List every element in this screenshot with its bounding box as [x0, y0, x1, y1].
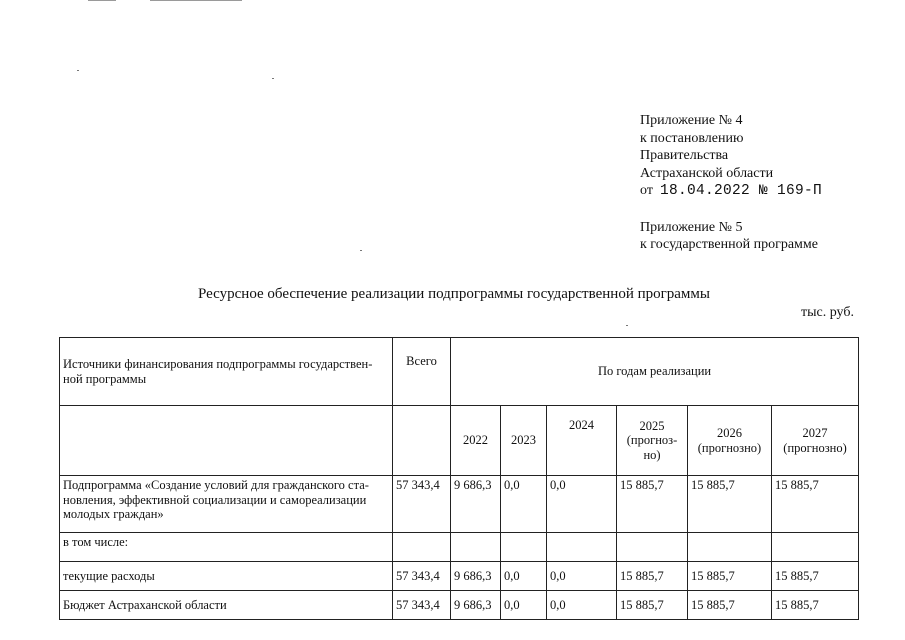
year-cell: 2027 (прогнозно) [772, 406, 859, 476]
appendix-block [640, 112, 822, 254]
row-value [501, 533, 547, 562]
appendix-date-prefix: от [640, 183, 653, 198]
row-total: 57 343,4 [393, 562, 451, 591]
row-source: Подпрограмма «Создание условий для гражданского ста-новления, эффективной социализации и самореализации молодых граждан» [60, 476, 393, 533]
year-cell: 2024 [547, 406, 617, 476]
appendix-line: Правительства [640, 148, 729, 163]
row-value: 15 885,7 [688, 562, 772, 591]
year-cell: 2025 (прогноз-но) [617, 406, 688, 476]
row-value: 15 885,7 [617, 476, 688, 533]
appendix-date-number: 18.04.2022 № 169-П [659, 183, 822, 199]
table-row [60, 591, 859, 620]
row-value: 15 885,7 [772, 562, 859, 591]
row-source: текущие расходы [60, 562, 393, 591]
table-row [60, 533, 859, 562]
row-value: 15 885,7 [688, 476, 772, 533]
row-value: 0,0 [547, 591, 617, 620]
row-value: 0,0 [501, 562, 547, 591]
row-value: 15 885,7 [772, 476, 859, 533]
year-cell: 2022 [451, 406, 501, 476]
scan-speck [360, 250, 362, 251]
row-value: 9 686,3 [451, 591, 501, 620]
row-total [393, 533, 451, 562]
row-value: 9 686,3 [451, 562, 501, 591]
row-value [547, 533, 617, 562]
row-total: 57 343,4 [393, 591, 451, 620]
units-label: тыс. руб. [801, 305, 854, 320]
row-value: 0,0 [547, 562, 617, 591]
header-source: Источники финансирования подпрограммы государствен-ной программы [60, 338, 393, 406]
row-value: 9 686,3 [451, 476, 501, 533]
document-title: Ресурсное обеспечение реализации подпрограммы государственной программы [198, 286, 710, 302]
row-value: 15 885,7 [617, 591, 688, 620]
row-value: 0,0 [501, 476, 547, 533]
header-row [60, 338, 859, 406]
years-row [60, 406, 859, 476]
appendix-date-line [640, 182, 822, 201]
row-total: 57 343,4 [393, 476, 451, 533]
scan-speck [626, 325, 628, 326]
row-value [617, 533, 688, 562]
appendix-line: Астраханской области [640, 165, 774, 181]
scan-artifact-top-mid [150, 0, 242, 1]
appendix-line: к государственной программе [640, 237, 818, 252]
scan-artifact-top-left [88, 0, 116, 1]
row-value: 15 885,7 [617, 562, 688, 591]
scan-speck [272, 78, 274, 79]
row-value: 0,0 [547, 476, 617, 533]
row-source: Бюджет Астраханской области [60, 591, 393, 620]
table-row [60, 476, 859, 533]
appendix-line: Приложение № 5 [640, 219, 743, 235]
years-row-empty [393, 406, 451, 476]
row-value: 0,0 [501, 591, 547, 620]
table-row [60, 562, 859, 591]
header-by-years: По годам реализации [451, 338, 859, 406]
row-source: в том числе: [60, 533, 393, 562]
row-value [688, 533, 772, 562]
year-cell: 2026 (прогнозно) [688, 406, 772, 476]
appendix-line: к постановлению [640, 130, 744, 146]
scan-speck [77, 70, 79, 71]
year-cell: 2023 [501, 406, 547, 476]
years-row-empty [60, 406, 393, 476]
row-value [772, 533, 859, 562]
header-total: Всего [393, 338, 451, 406]
row-value [451, 533, 501, 562]
appendix-line: Приложение № 4 [640, 113, 743, 128]
financing-table [59, 337, 859, 620]
appendix-spacer [640, 201, 822, 219]
row-value: 15 885,7 [772, 591, 859, 620]
row-value: 15 885,7 [688, 591, 772, 620]
